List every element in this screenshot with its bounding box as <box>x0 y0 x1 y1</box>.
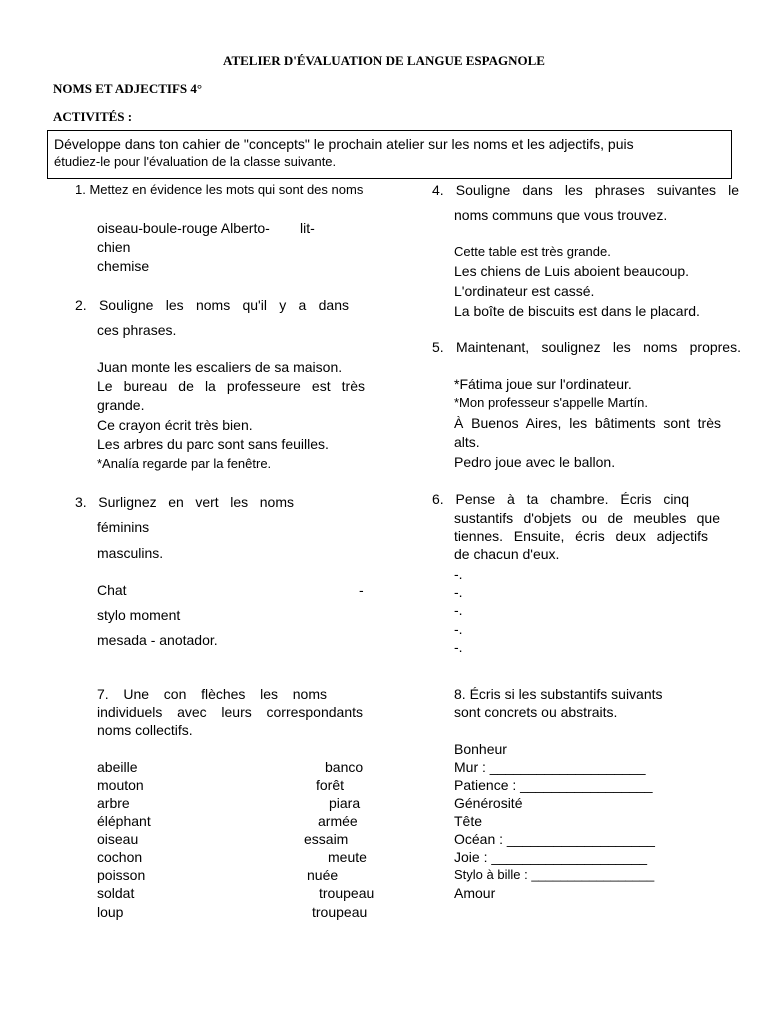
q8-item: Mur : ____________________ <box>454 759 646 775</box>
q2-question-line-1: 2. Souligne les noms qu'il y a dans <box>75 297 349 313</box>
q7-collective-item: meute <box>328 849 367 865</box>
q6-line-4: de chacun d'eux. <box>454 546 560 562</box>
q3-word-2: stylo moment <box>97 607 181 623</box>
q7-collective-item: armée <box>318 813 358 829</box>
q8-item: Générosité <box>454 795 523 811</box>
q2-sentence-5: *Analía regarde par la fenêtre. <box>97 456 272 471</box>
q6-answer-line: -. <box>454 566 463 582</box>
q4-sentence-2: Les chiens de Luis aboient beaucoup. <box>454 263 690 279</box>
q2-sentence-3: Ce crayon écrit très bien. <box>97 417 253 433</box>
q6-line-2: sustantifs d'objets ou de meubles que <box>454 510 720 526</box>
q7-collective-item: essaim <box>304 831 349 847</box>
subtitle: NOMS ET ADJECTIFS 4° <box>53 81 203 96</box>
q5-sentence-1: *Fátima joue sur l'ordinateur. <box>454 376 632 392</box>
q1-word-1: oiseau-boule-rouge Alberto- <box>97 220 270 236</box>
q7-individual-item: soldat <box>97 885 135 901</box>
q1-word-3: chien <box>97 239 131 255</box>
q8-item: Amour <box>454 885 496 901</box>
q7-individual-item: oiseau <box>97 831 139 847</box>
q3-question-line-2: féminins <box>97 519 150 535</box>
q8-item: Patience : _________________ <box>454 777 653 793</box>
q7-individual-item: abeille <box>97 759 138 775</box>
q6-answer-line: -. <box>454 602 463 618</box>
q3-word-1: Chat <box>97 582 127 598</box>
q5-question: 5. Maintenant, soulignez les noms propres. <box>432 339 741 355</box>
q2-question-line-2: ces phrases. <box>97 322 177 338</box>
q7-collective-item: troupeau <box>312 904 368 920</box>
q7-line-3: noms collectifs. <box>97 722 193 738</box>
q6-answer-line: -. <box>454 584 463 600</box>
q7-individual-item: loup <box>97 904 124 920</box>
q5-sentence-3b: alts. <box>454 434 480 450</box>
q8-item: Stylo à bille : _________________ <box>454 867 655 882</box>
q7-collective-item: forêt <box>316 777 345 793</box>
intro-line-2: étudiez-le pour l'évaluation de la classe suivante. <box>54 154 337 169</box>
q7-collective-item: banco <box>325 759 364 775</box>
q7-collective-item: piara <box>329 795 361 811</box>
q2-sentence-1: Juan monte les escaliers de sa maison. <box>97 359 343 375</box>
q7-individual-item: mouton <box>97 777 144 793</box>
q7-individual-item: poisson <box>97 867 146 883</box>
q3-question-line-1: 3. Surlignez en vert les noms <box>75 494 294 510</box>
q2-sentence-4: Les arbres du parc sont sans feuilles. <box>97 436 329 452</box>
q5-sentence-3a: À Buenos Aires, les bâtiments sont très <box>454 415 721 431</box>
q1-word-4: chemise <box>97 258 150 274</box>
page-title: ATELIER D'ÉVALUATION DE LANGUE ESPAGNOLE <box>223 53 545 68</box>
q3-question-line-3: masculins. <box>97 545 164 561</box>
q8-item: Océan : ___________________ <box>454 831 655 847</box>
q2-sentence-2a: Le bureau de la professeure est très <box>97 378 365 394</box>
q4-sentence-3: L'ordinateur est cassé. <box>454 283 595 299</box>
q4-question-line-1: 4. Souligne dans les phrases suivantes le <box>432 182 739 198</box>
q6-line-3: tiennes. Ensuite, écris deux adjectifs <box>454 528 708 544</box>
q8-item: Bonheur <box>454 741 507 757</box>
q8-item: Tête <box>454 813 483 829</box>
q6-line-1: 6. Pense à ta chambre. Écris cinq <box>432 491 689 507</box>
q1-question: 1. Mettez en évidence les mots qui sont des noms <box>75 182 364 197</box>
q7-individual-item: cochon <box>97 849 143 865</box>
q6-answer-line: -. <box>454 639 463 655</box>
intro-line-1: Développe dans ton cahier de "concepts" le prochain atelier sur les noms et les adjectifs, puis <box>54 136 634 152</box>
q6-answer-line: -. <box>454 621 463 637</box>
q2-sentence-2b: grande. <box>97 397 145 413</box>
q7-line-2: individuels avec leurs correspondants <box>97 704 363 720</box>
q4-sentence-4: La boîte de biscuits est dans le placard. <box>454 303 700 319</box>
q3-word-3: mesada - anotador. <box>97 632 218 648</box>
q7-individual-item: arbre <box>97 795 130 811</box>
q4-sentence-1: Cette table est très grande. <box>454 244 611 259</box>
q7-collective-item: nuée <box>307 867 339 883</box>
q3-dash: - <box>359 582 364 598</box>
activities-heading: ACTIVITÉS : <box>53 109 133 124</box>
q8-item: Joie : ____________________ <box>454 849 648 865</box>
q5-sentence-4: Pedro joue avec le ballon. <box>454 454 616 470</box>
q8-line-1: 8. Écris si les substantifs suivants <box>454 686 663 702</box>
q8-line-2: sont concrets ou abstraits. <box>454 704 618 720</box>
q7-individual-item: éléphant <box>97 813 151 829</box>
q7-line-1: 7. Une con flèches les noms <box>97 686 327 702</box>
q1-word-2: lit- <box>300 220 315 236</box>
q4-question-line-2: noms communs que vous trouvez. <box>454 207 668 223</box>
q5-sentence-2: *Mon professeur s'appelle Martín. <box>454 395 648 410</box>
q7-collective-item: troupeau <box>319 885 375 901</box>
